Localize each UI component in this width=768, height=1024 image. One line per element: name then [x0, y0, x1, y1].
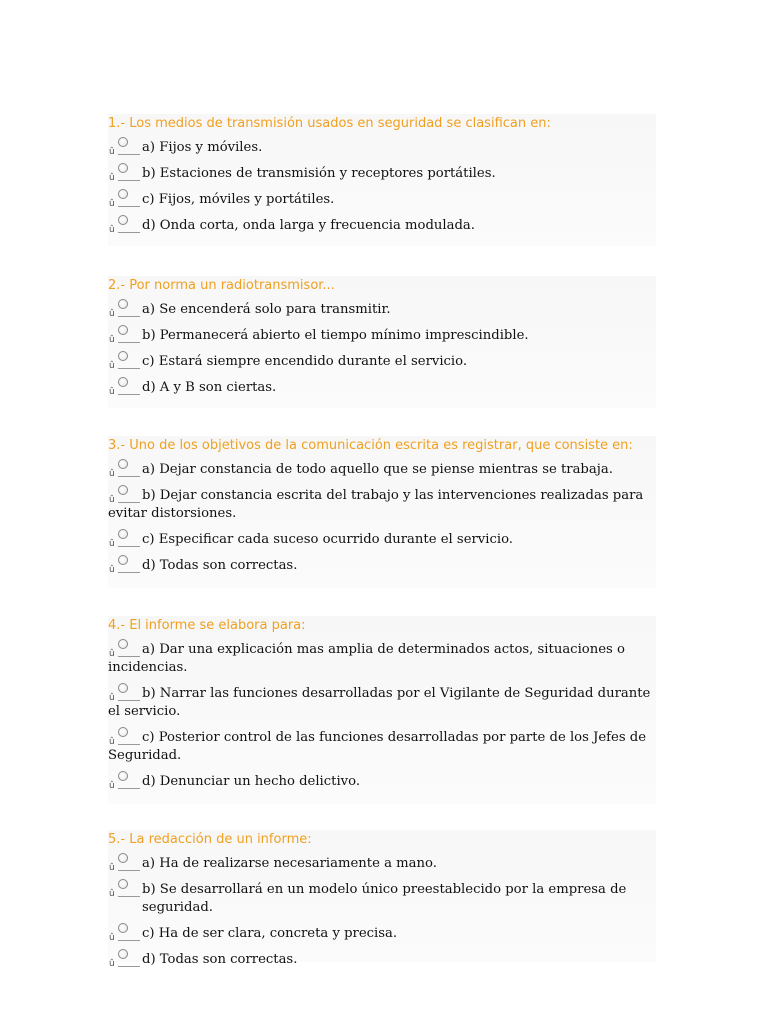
radio-control[interactable]: [108, 923, 142, 943]
radio-control[interactable]: [108, 189, 142, 209]
radio-button-icon[interactable]: [118, 299, 128, 309]
option-text: a) Fijos y móviles.: [142, 140, 263, 155]
radio-control[interactable]: [108, 529, 142, 549]
radio-control[interactable]: [108, 879, 142, 899]
answer-line: [118, 744, 140, 745]
option-text: b) Permanecerá abierto el tiempo mínimo imprescindible.: [142, 328, 529, 343]
option-marker: û: [109, 565, 115, 575]
option-a: [108, 301, 656, 319]
radio-button-icon[interactable]: [118, 683, 128, 693]
radio-button-icon[interactable]: [118, 555, 128, 565]
option-marker: û: [109, 495, 115, 505]
option-marker: û: [109, 361, 115, 371]
option-text: c) Fijos, móviles y portátiles.: [142, 192, 335, 207]
radio-button-icon[interactable]: [118, 639, 128, 649]
radio-button-icon[interactable]: [118, 189, 128, 199]
option-marker: û: [109, 309, 115, 319]
radio-button-icon[interactable]: [118, 485, 128, 495]
question-4: [108, 616, 656, 804]
radio-button-icon[interactable]: [118, 771, 128, 781]
answer-line: [118, 502, 140, 503]
option-text: c) Estará siempre encendido durante el servicio.: [142, 354, 468, 369]
radio-button-icon[interactable]: [118, 923, 128, 933]
radio-control[interactable]: [108, 325, 142, 345]
answer-line: [118, 476, 140, 477]
answer-line: [118, 154, 140, 155]
option-d: [108, 951, 656, 969]
option-marker: û: [109, 387, 115, 397]
answer-line: [118, 342, 140, 343]
option-text: c) Especificar cada suceso ocurrido durante el servicio.: [142, 532, 513, 547]
answer-line: [118, 180, 140, 181]
answer-line: [118, 966, 140, 967]
option-a: [108, 641, 656, 677]
question-1: [108, 114, 656, 246]
answer-line: [118, 206, 140, 207]
radio-control[interactable]: [108, 639, 142, 659]
answer-line: [118, 394, 140, 395]
radio-button-icon[interactable]: [118, 459, 128, 469]
radio-control[interactable]: [108, 485, 142, 505]
radio-button-icon[interactable]: [118, 879, 128, 889]
answer-line: [118, 316, 140, 317]
option-text: d) A y B son ciertas.: [142, 380, 277, 395]
option-c: [108, 729, 656, 765]
option-marker: û: [109, 737, 115, 747]
radio-control[interactable]: [108, 137, 142, 157]
option-c: [108, 531, 656, 549]
radio-button-icon[interactable]: [118, 137, 128, 147]
option-marker: û: [109, 649, 115, 659]
answer-line: [118, 788, 140, 789]
option-b: [108, 685, 656, 721]
option-marker: û: [109, 863, 115, 873]
question-3: [108, 436, 656, 588]
option-text: d) Todas son correctas.: [142, 952, 298, 967]
option-text: d) Onda corta, onda larga y frecuencia modulada.: [142, 218, 475, 233]
radio-control[interactable]: [108, 853, 142, 873]
option-a: [108, 855, 656, 873]
option-marker: û: [109, 147, 115, 157]
option-c: [108, 925, 656, 943]
radio-button-icon[interactable]: [118, 853, 128, 863]
radio-control[interactable]: [108, 727, 142, 747]
option-d: [108, 557, 656, 575]
question-title: 3.- Uno de los objetivos de la comunicación escrita es registrar, que consiste en:: [108, 438, 633, 453]
radio-button-icon[interactable]: [118, 529, 128, 539]
option-marker: û: [109, 539, 115, 549]
question-5: [108, 830, 656, 969]
option-marker: û: [109, 693, 115, 703]
option-d: [108, 379, 656, 397]
option-b: [108, 487, 656, 523]
option-b: [108, 881, 656, 917]
question-title: 5.- La redacción de un informe:: [108, 832, 312, 847]
radio-button-icon[interactable]: [118, 215, 128, 225]
radio-control[interactable]: [108, 683, 142, 703]
option-text: c) Posterior control de las funciones desarrolladas por parte de los Jefes de Seguridad.: [108, 730, 647, 763]
option-text: d) Denunciar un hecho delictivo.: [142, 774, 361, 789]
answer-line: [118, 232, 140, 233]
option-text: a) Se encenderá solo para transmitir.: [142, 302, 391, 317]
answer-line: [118, 368, 140, 369]
option-text: c) Ha de ser clara, concreta y precisa.: [142, 926, 398, 941]
answer-line: [118, 700, 140, 701]
radio-button-icon[interactable]: [118, 351, 128, 361]
option-text: b) Narrar las funciones desarrolladas por el Vigilante de Seguridad durante el servicio.: [108, 686, 651, 719]
option-marker: û: [109, 781, 115, 791]
option-d: [108, 773, 656, 791]
radio-control[interactable]: [108, 377, 142, 397]
option-marker: û: [109, 335, 115, 345]
radio-control[interactable]: [108, 351, 142, 371]
option-text: b) Estaciones de transmisión y receptores portátiles.: [142, 166, 496, 181]
answer-line: [118, 656, 140, 657]
option-marker: û: [109, 173, 115, 183]
option-marker: û: [109, 225, 115, 235]
radio-control[interactable]: [108, 215, 142, 235]
radio-button-icon[interactable]: [118, 377, 128, 387]
option-text: d) Todas son correctas.: [142, 558, 298, 573]
answer-line: [118, 572, 140, 573]
option-c: [108, 353, 656, 371]
option-text: a) Dar una explicación mas amplia de determinados actos, situaciones o incidencias.: [108, 642, 625, 675]
answer-line: [118, 546, 140, 547]
answer-line: [118, 870, 140, 871]
option-text: b) Dejar constancia escrita del trabajo y las intervenciones realizadas para evitar distorsiones.: [108, 488, 644, 521]
answer-line: [118, 896, 140, 897]
option-a: [108, 461, 656, 479]
radio-control[interactable]: [108, 949, 142, 969]
question-2: [108, 276, 656, 408]
answer-line: [118, 940, 140, 941]
option-d: [108, 217, 656, 235]
question-title: 4.- El informe se elabora para:: [108, 618, 306, 633]
radio-control[interactable]: [108, 459, 142, 479]
option-c: [108, 191, 656, 209]
option-marker: û: [109, 959, 115, 969]
radio-control[interactable]: [108, 771, 142, 791]
option-b: [108, 327, 656, 345]
question-title: 1.- Los medios de transmisión usados en seguridad se clasifican en:: [108, 116, 551, 131]
radio-button-icon[interactable]: [118, 949, 128, 959]
option-marker: û: [109, 889, 115, 899]
option-marker: û: [109, 199, 115, 209]
radio-control[interactable]: [108, 163, 142, 183]
option-marker: û: [109, 469, 115, 479]
radio-control[interactable]: [108, 555, 142, 575]
option-b: [108, 165, 656, 183]
option-text: a) Dejar constancia de todo aquello que se piense mientras se trabaja.: [142, 462, 613, 477]
radio-button-icon[interactable]: [118, 325, 128, 335]
option-marker: û: [109, 933, 115, 943]
option-a: [108, 139, 656, 157]
option-text: a) Ha de realizarse necesariamente a mano.: [142, 856, 437, 871]
option-text: b) Se desarrollará en un modelo único preestablecido por la empresa de seguridad.: [142, 882, 627, 915]
radio-button-icon[interactable]: [118, 727, 128, 737]
radio-button-icon[interactable]: [118, 163, 128, 173]
question-title: 2.- Por norma un radiotransmisor...: [108, 278, 335, 293]
radio-control[interactable]: [108, 299, 142, 319]
